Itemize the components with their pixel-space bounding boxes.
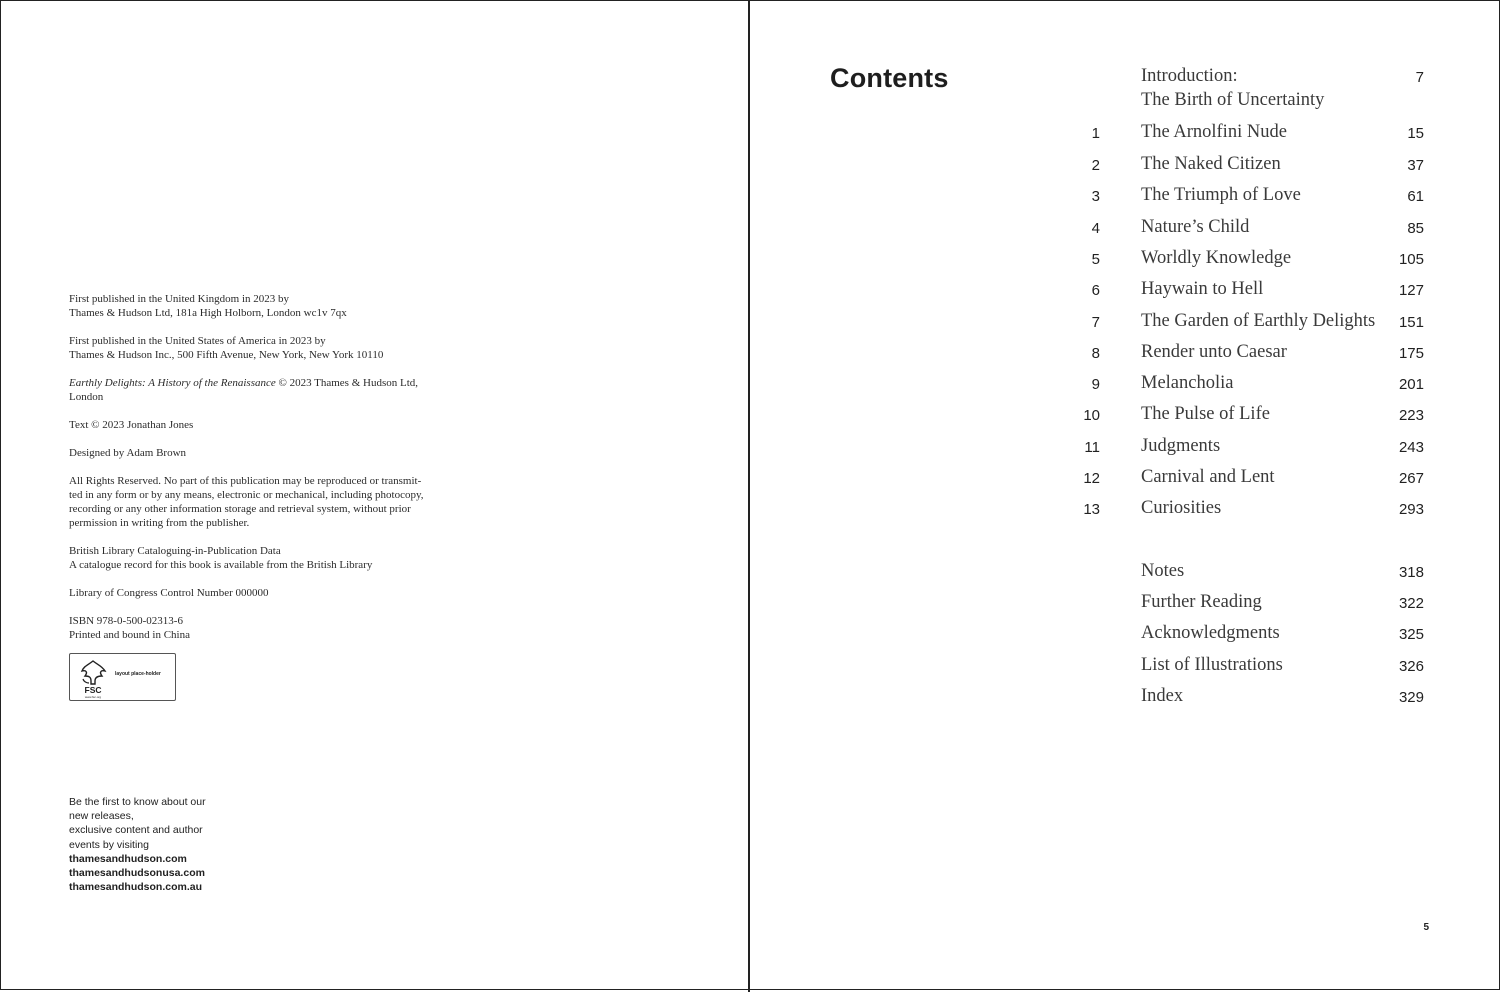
toc-entry-title: List of Illustrations xyxy=(1141,655,1283,675)
toc-entry-number: 2 xyxy=(1091,157,1100,174)
toc-entry-title: Judgments xyxy=(1141,436,1221,456)
toc-entry-backmatter xyxy=(750,655,1500,688)
book-copyright xyxy=(69,376,459,404)
fsc-logo-url: www.fsc.org xyxy=(84,695,102,699)
toc-entry-number: 5 xyxy=(1091,251,1100,268)
british-library-cip xyxy=(69,544,459,572)
printed-in: Printed and bound in China xyxy=(69,629,190,641)
copyright-page xyxy=(0,0,749,990)
toc-entry-number: 1 xyxy=(1091,125,1100,142)
toc-entry-title: Notes xyxy=(1141,561,1185,581)
us-publication xyxy=(69,334,459,362)
rights-statement xyxy=(69,474,459,530)
rights-line3: recording or any other information storage and retrieval system, without prior xyxy=(69,503,411,515)
toc-entry-number: 3 xyxy=(1091,188,1100,205)
bl-line2: A catalogue record for this book is available from the British Library xyxy=(69,559,373,571)
toc-entry-title: Curiosities xyxy=(1141,498,1222,518)
rights-line2: ted in any form or by any means, electronic or mechanical, including photocopy, xyxy=(69,489,424,501)
toc-entry-number: 4 xyxy=(1091,220,1100,237)
copyright-holder: © 2023 Thames & Hudson Ltd, xyxy=(275,377,419,389)
us-line2: Thames & Hudson Inc., 500 Fifth Avenue, New York, New York 10110 xyxy=(69,349,384,361)
toc-entry-title: The Naked Citizen xyxy=(1141,154,1281,174)
toc-intro-subtitle: The Birth of Uncertainty xyxy=(1141,90,1325,110)
fsc-tree-icon xyxy=(76,657,110,699)
toc-entry-chapter xyxy=(750,342,1500,375)
toc-entry-number: 10 xyxy=(1083,407,1100,424)
toc-entry-title: Worldly Knowledge xyxy=(1141,248,1292,268)
toc-entry-number: 6 xyxy=(1091,282,1100,299)
toc-entry-intro xyxy=(750,66,1500,99)
page-number: 5 xyxy=(1423,922,1429,933)
website-au: thamesandhudson.com.au xyxy=(69,881,203,894)
toc-entry-title: Nature’s Child xyxy=(1141,217,1250,237)
toc-entry-page: 15 xyxy=(1407,125,1424,142)
uk-line1: First published in the United Kingdom in 2023 by xyxy=(69,293,289,305)
toc-entry-page: 267 xyxy=(1398,470,1424,487)
toc-entry-title: Carnival and Lent xyxy=(1141,467,1275,487)
toc-entry-number: 11 xyxy=(1084,439,1100,456)
toc-entry-page: 201 xyxy=(1398,376,1424,393)
toc-entry-number: 8 xyxy=(1091,345,1100,362)
toc-entry-title: Melancholia xyxy=(1141,373,1234,393)
toc-entry-page: 61 xyxy=(1407,188,1424,205)
toc-entry-page: 85 xyxy=(1407,220,1424,237)
toc-entry-page: 243 xyxy=(1398,439,1424,456)
website-us: thamesandhudsonusa.com xyxy=(69,867,205,880)
toc-entry-chapter xyxy=(750,498,1500,531)
toc-entry-page: 322 xyxy=(1398,595,1424,612)
bl-line1: British Library Cataloguing-in-Publication Data xyxy=(69,545,281,557)
toc-entry-chapter xyxy=(750,154,1500,187)
toc-entry-chapter xyxy=(750,436,1500,469)
isbn: ISBN 978-0-500-02313-6 xyxy=(69,615,183,627)
promo-line3: exclusive content and author xyxy=(69,824,203,837)
toc-entry-backmatter xyxy=(750,561,1500,594)
fsc-logo-box xyxy=(69,653,176,701)
newsletter-promo xyxy=(69,795,269,894)
toc-entry-page: 105 xyxy=(1398,251,1424,268)
loc-number: Library of Congress Control Number 000000 xyxy=(69,587,269,599)
toc-entry-title: The Triumph of Love xyxy=(1141,185,1301,205)
toc-entry-page: 7 xyxy=(1415,69,1424,86)
toc-entry-backmatter xyxy=(750,623,1500,656)
toc-entry-title: Further Reading xyxy=(1141,592,1262,612)
toc-entry-number: 9 xyxy=(1091,376,1100,393)
toc-entry-chapter xyxy=(750,122,1500,155)
promo-line2: new releases, xyxy=(69,810,134,823)
designer-credit: Designed by Adam Brown xyxy=(69,447,187,459)
toc-entry-chapter xyxy=(750,185,1500,218)
toc-entry-title: Introduction: xyxy=(1141,66,1238,86)
rights-line1: All Rights Reserved. No part of this publication may be reproduced or transmit- xyxy=(69,475,422,487)
toc-entry-title: Acknowledgments xyxy=(1141,623,1280,643)
fsc-placeholder-label: layout place-holder xyxy=(115,671,161,677)
toc-entry-chapter xyxy=(750,248,1500,281)
toc-entry-chapter xyxy=(750,217,1500,250)
toc-entry-backmatter xyxy=(750,592,1500,625)
uk-line2: Thames & Hudson Ltd, 181a High Holborn, London wc1v 7qx xyxy=(69,307,347,319)
toc-entry-title: The Pulse of Life xyxy=(1141,404,1270,424)
toc-entry-number: 7 xyxy=(1091,314,1100,331)
book-title: Earthly Delights: A History of the Renaissance xyxy=(69,377,276,389)
imprint-block xyxy=(69,292,459,656)
toc-entry-backmatter xyxy=(750,686,1500,719)
toc-entry-page: 329 xyxy=(1398,689,1424,706)
toc-entry-number: 12 xyxy=(1083,470,1100,487)
promo-line4: events by visiting xyxy=(69,838,149,851)
toc-entry-title: Haywain to Hell xyxy=(1141,279,1264,299)
toc-entry-title: The Garden of Earthly Delights xyxy=(1141,311,1376,331)
toc-entry-chapter xyxy=(750,467,1500,500)
toc-entry-page: 223 xyxy=(1398,407,1424,424)
uk-publication xyxy=(69,292,459,320)
toc-entry-title: The Arnolfini Nude xyxy=(1141,122,1287,142)
fsc-logo-text: FSC xyxy=(84,685,102,695)
toc-entry-title: Render unto Caesar xyxy=(1141,342,1287,362)
toc-entry-chapter xyxy=(750,373,1500,406)
toc-entry-title: Index xyxy=(1141,686,1184,706)
toc-entry-page: 293 xyxy=(1398,501,1424,518)
toc-entry-page: 127 xyxy=(1398,282,1424,299)
toc-entry-chapter xyxy=(750,311,1500,344)
toc-entry-chapter xyxy=(750,404,1500,437)
website-uk: thamesandhudson.com xyxy=(69,852,187,865)
contents-page xyxy=(750,0,1500,990)
toc-entry-page: 175 xyxy=(1398,345,1424,362)
rights-line4: permission in writing from the publisher. xyxy=(69,517,250,529)
toc-entry-chapter xyxy=(750,279,1500,312)
promo-line1: Be the first to know about our xyxy=(69,796,206,808)
toc-entry-page: 318 xyxy=(1398,564,1424,581)
toc-entry-page: 37 xyxy=(1407,157,1424,174)
toc-entry-page: 325 xyxy=(1398,626,1424,643)
us-line1: First published in the United States of America in 2023 by xyxy=(69,335,326,347)
toc-entry-page: 151 xyxy=(1398,314,1424,331)
copyright-city: London xyxy=(69,391,104,403)
isbn-block xyxy=(69,614,459,642)
contents-heading: Contents xyxy=(830,63,949,93)
toc-entry-number: 13 xyxy=(1083,501,1100,518)
toc-entry-page: 326 xyxy=(1398,658,1424,675)
text-credit: Text © 2023 Jonathan Jones xyxy=(69,419,194,431)
